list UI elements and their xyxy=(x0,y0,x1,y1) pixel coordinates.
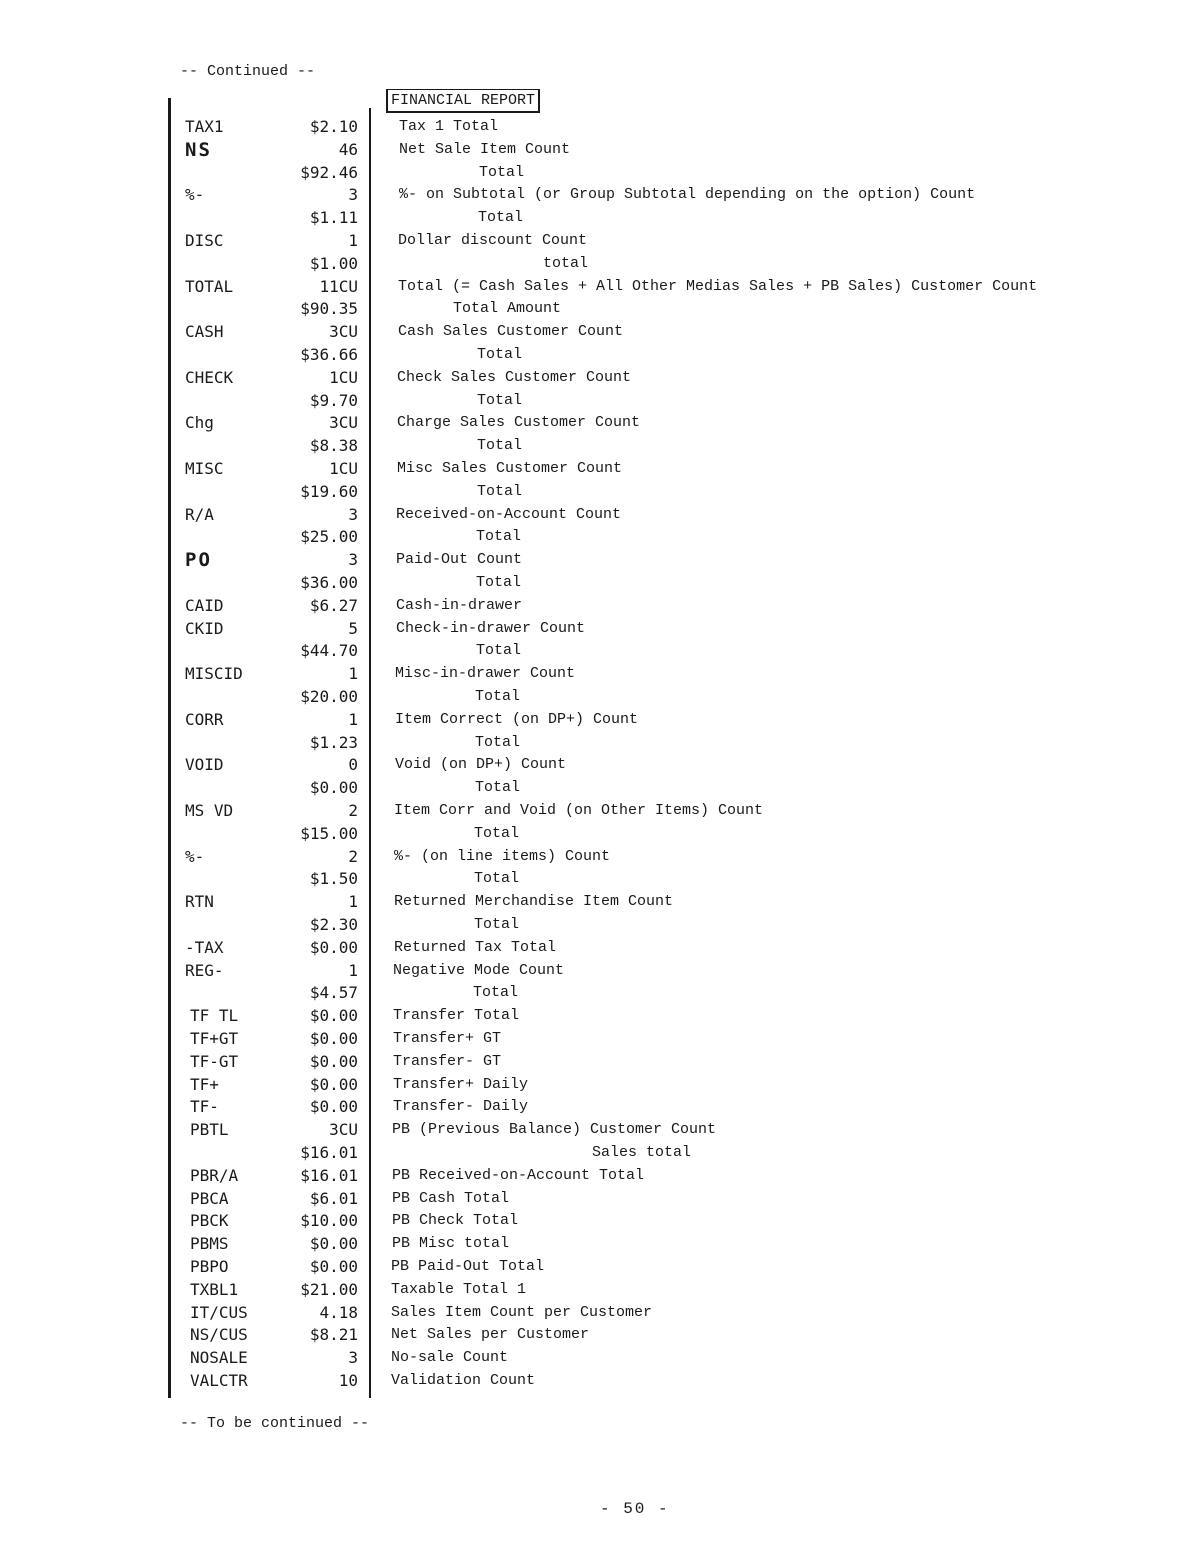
row-code: TF+GT xyxy=(190,1029,239,1048)
table-row xyxy=(0,868,1202,890)
table-row xyxy=(0,777,1202,799)
row-description: Total xyxy=(476,528,522,546)
table-row xyxy=(0,800,1202,822)
row-description: %- (on line items) Count xyxy=(394,847,611,865)
row-description: Received-on-Account Count xyxy=(396,505,622,523)
row-code: MISCID xyxy=(185,664,243,684)
table-row xyxy=(0,321,1202,343)
table-row xyxy=(0,435,1202,457)
row-value: 1 xyxy=(348,664,358,684)
row-description: Transfer- GT xyxy=(393,1052,502,1070)
table-row xyxy=(0,253,1202,275)
row-value: $6.01 xyxy=(309,1188,358,1208)
row-description: Total xyxy=(479,163,525,181)
table-row xyxy=(0,1096,1202,1118)
row-description: Total (= Cash Sales + All Other Medias Sales + PB Sales) Customer Count xyxy=(398,277,1038,295)
table-row xyxy=(0,891,1202,913)
row-description: Total xyxy=(477,391,523,409)
table-row xyxy=(0,686,1202,708)
row-code: PBPO xyxy=(190,1257,229,1276)
table-row xyxy=(0,914,1202,936)
row-value: 3 xyxy=(348,550,358,570)
row-code: TF+ xyxy=(190,1074,219,1094)
row-description: Taxable Total 1 xyxy=(391,1280,527,1298)
row-value: $10.00 xyxy=(300,1211,358,1231)
row-description: Total xyxy=(475,779,521,797)
row-value: 2 xyxy=(348,801,358,820)
table-row xyxy=(0,162,1202,184)
row-value: 1 xyxy=(348,231,358,250)
table-row xyxy=(0,276,1202,298)
row-value: $36.00 xyxy=(300,573,358,592)
table-row xyxy=(0,1347,1202,1369)
row-code: VALCTR xyxy=(190,1371,248,1390)
row-description: Item Correct (on DP+) Count xyxy=(395,710,639,728)
row-description: Total Amount xyxy=(453,300,562,318)
row-code: R/A xyxy=(185,504,214,524)
row-description: PB Cash Total xyxy=(392,1189,510,1207)
table-row xyxy=(0,960,1202,982)
row-description: Cash Sales Customer Count xyxy=(398,323,624,341)
table-row xyxy=(0,207,1202,229)
row-value: $16.01 xyxy=(300,1143,358,1162)
row-description: Total xyxy=(477,346,523,363)
table-row xyxy=(0,481,1202,503)
row-description: Transfer+ GT xyxy=(393,1030,502,1047)
row-code: CKID xyxy=(185,618,224,638)
row-description: Sales Item Count per Customer xyxy=(391,1303,653,1321)
table-row xyxy=(0,1165,1202,1187)
row-value: $1.23 xyxy=(309,732,358,752)
row-code: CORR xyxy=(185,709,224,729)
row-description: Total xyxy=(476,642,522,660)
row-code: NOSALE xyxy=(190,1348,248,1368)
row-description: %- on Subtotal (or Group Subtotal depending on the option) Count xyxy=(399,186,976,204)
row-value: 0 xyxy=(348,755,358,775)
row-description: Returned Tax Total xyxy=(394,938,557,956)
row-value: 4.18 xyxy=(319,1302,358,1322)
row-description: Total xyxy=(475,688,521,705)
table-row xyxy=(0,184,1202,206)
row-description: Check-in-drawer Count xyxy=(396,619,586,637)
row-description: Total xyxy=(473,984,519,1002)
table-row xyxy=(0,1028,1202,1050)
row-description: Item Corr and Void (on Other Items) Count xyxy=(394,802,764,819)
row-code: PO xyxy=(185,549,212,572)
table-row xyxy=(0,390,1202,412)
row-description: Total xyxy=(477,437,523,455)
row-value: $0.00 xyxy=(309,1074,358,1094)
row-code: TF- xyxy=(190,1097,219,1117)
row-value: 1 xyxy=(348,709,358,729)
row-code: %- xyxy=(185,846,205,866)
row-description: Cash-in-drawer xyxy=(396,596,523,614)
row-code: -TAX xyxy=(185,937,224,957)
row-value: $44.70 xyxy=(300,641,358,661)
row-value: 3CU xyxy=(329,1120,358,1140)
row-code: %- xyxy=(185,185,205,205)
row-value: 2 xyxy=(348,846,358,866)
row-code: NS/CUS xyxy=(190,1325,248,1345)
row-value: 1CU xyxy=(329,367,358,387)
page-number: - 50 - xyxy=(600,1500,670,1518)
row-value: 3CU xyxy=(329,413,358,433)
table-row xyxy=(0,618,1202,640)
row-value: $0.00 xyxy=(309,1257,358,1276)
continued-header: -- Continued -- xyxy=(180,63,316,80)
table-row xyxy=(0,549,1202,571)
row-value: $8.38 xyxy=(309,436,358,456)
row-value: 3 xyxy=(348,1348,358,1368)
row-value: $90.35 xyxy=(300,299,358,319)
row-value: $15.00 xyxy=(300,823,358,843)
table-row xyxy=(0,595,1202,617)
row-description: Total xyxy=(474,824,520,842)
row-code: PBCK xyxy=(190,1211,229,1231)
row-value: $0.00 xyxy=(309,1006,358,1026)
table-row xyxy=(0,1142,1202,1164)
row-description: Total xyxy=(475,733,521,751)
row-code: NS xyxy=(185,138,212,161)
table-row xyxy=(0,1210,1202,1232)
table-row xyxy=(0,367,1202,389)
row-description: Total xyxy=(474,870,520,888)
row-code: PBR/A xyxy=(190,1165,239,1185)
row-description: Transfer+ Daily xyxy=(393,1075,529,1093)
row-value: $16.01 xyxy=(300,1165,358,1185)
row-value: $0.00 xyxy=(309,778,358,798)
row-code: TF TL xyxy=(190,1006,239,1026)
row-value: 11CU xyxy=(319,276,358,296)
table-row xyxy=(0,1302,1202,1324)
row-description: Net Sales per Customer xyxy=(391,1326,590,1344)
row-description: Total xyxy=(478,209,524,227)
row-value: $1.00 xyxy=(309,253,358,273)
table-row xyxy=(0,1005,1202,1027)
row-value: $6.27 xyxy=(309,595,358,615)
row-value: $2.10 xyxy=(309,117,358,136)
row-value: 3 xyxy=(348,185,358,205)
row-code: TAX1 xyxy=(185,117,224,136)
row-description: Validation Count xyxy=(391,1372,536,1389)
row-code: CHECK xyxy=(185,367,234,387)
row-value: $8.21 xyxy=(309,1325,358,1345)
row-value: $4.57 xyxy=(309,983,358,1003)
row-code: Chg xyxy=(185,413,214,433)
table-row xyxy=(0,663,1202,685)
row-value: $36.66 xyxy=(300,345,358,364)
row-value: 46 xyxy=(338,139,358,159)
row-code: MS VD xyxy=(185,801,234,820)
row-description: Void (on DP+) Count xyxy=(395,756,567,774)
row-code: DISC xyxy=(185,231,224,250)
row-code: RTN xyxy=(185,892,214,912)
row-description: Net Sale Item Count xyxy=(399,140,571,158)
table-row xyxy=(0,230,1202,252)
table-row xyxy=(0,754,1202,776)
row-value: 5 xyxy=(348,618,358,638)
row-description: PB Paid-Out Total xyxy=(391,1258,545,1275)
table-row xyxy=(0,1051,1202,1073)
row-description: Check Sales Customer Count xyxy=(397,368,632,386)
table-row xyxy=(0,1279,1202,1301)
row-code: VOID xyxy=(185,755,224,775)
table-row xyxy=(0,504,1202,526)
row-value: $0.00 xyxy=(309,1051,358,1071)
table-row xyxy=(0,1188,1202,1210)
row-description: total xyxy=(543,254,589,272)
row-value: $19.60 xyxy=(300,481,358,501)
table-row xyxy=(0,937,1202,959)
row-value: $25.00 xyxy=(300,527,358,547)
row-description: Sales total xyxy=(592,1144,692,1161)
table-row xyxy=(0,1256,1202,1278)
row-description: Transfer- Daily xyxy=(393,1098,529,1116)
table-row xyxy=(0,982,1202,1004)
row-value: $0.00 xyxy=(309,1029,358,1048)
row-description: No-sale Count xyxy=(391,1349,509,1367)
table-row xyxy=(0,732,1202,754)
row-value: 1 xyxy=(348,892,358,912)
row-value: 3CU xyxy=(329,322,358,342)
table-row xyxy=(0,640,1202,662)
row-description: Total xyxy=(477,482,523,500)
row-value: $21.00 xyxy=(300,1279,358,1299)
row-code: PBTL xyxy=(190,1120,229,1140)
row-value: 1 xyxy=(348,960,358,980)
row-description: Misc Sales Customer Count xyxy=(397,460,623,477)
row-value: $0.00 xyxy=(309,1097,358,1117)
row-code: TOTAL xyxy=(185,276,234,296)
table-row xyxy=(0,1233,1202,1255)
row-description: Total xyxy=(474,916,520,933)
row-value: $2.30 xyxy=(309,915,358,934)
row-description: Negative Mode Count xyxy=(393,961,565,979)
row-description: Misc-in-drawer Count xyxy=(395,665,576,683)
row-code: TXBL1 xyxy=(190,1279,239,1299)
row-value: 1CU xyxy=(329,459,358,478)
row-description: Total xyxy=(476,574,522,591)
table-row xyxy=(0,1324,1202,1346)
row-value: 10 xyxy=(338,1371,358,1390)
row-description: Charge Sales Customer Count xyxy=(397,414,641,432)
row-value: $9.70 xyxy=(309,390,358,410)
row-code: PBMS xyxy=(190,1234,229,1254)
row-code: CASH xyxy=(185,322,224,342)
row-description: PB (Previous Balance) Customer Count xyxy=(392,1121,717,1139)
row-description: PB Misc total xyxy=(392,1235,510,1253)
row-value: $92.46 xyxy=(300,162,358,182)
row-code: PBCA xyxy=(190,1188,229,1208)
table-row xyxy=(0,526,1202,548)
row-description: Dollar discount Count xyxy=(398,232,588,249)
table-row xyxy=(0,458,1202,480)
table-row xyxy=(0,344,1202,366)
report-title: FINANCIAL REPORT xyxy=(386,89,540,113)
row-description: Paid-Out Count xyxy=(396,551,523,569)
table-row xyxy=(0,298,1202,320)
row-value: $0.00 xyxy=(309,937,358,957)
row-value: 3 xyxy=(348,504,358,524)
row-code: IT/CUS xyxy=(190,1302,248,1322)
row-code: TF-GT xyxy=(190,1051,239,1071)
row-value: $20.00 xyxy=(300,687,358,706)
table-row xyxy=(0,116,1202,138)
row-value: $0.00 xyxy=(309,1234,358,1254)
table-row xyxy=(0,412,1202,434)
row-description: Returned Merchandise Item Count xyxy=(394,893,674,911)
table-row xyxy=(0,846,1202,868)
row-description: Transfer Total xyxy=(393,1007,520,1025)
table-row xyxy=(0,572,1202,594)
table-row xyxy=(0,139,1202,161)
row-value: $1.50 xyxy=(309,869,358,889)
table-row xyxy=(0,1370,1202,1392)
row-code: REG- xyxy=(185,960,224,980)
row-code: MISC xyxy=(185,459,224,478)
row-value: $1.11 xyxy=(309,208,358,228)
row-description: PB Check Total xyxy=(392,1212,519,1230)
table-row xyxy=(0,823,1202,845)
continued-footer: -- To be continued -- xyxy=(180,1415,370,1432)
row-description: Tax 1 Total xyxy=(399,118,499,135)
table-row xyxy=(0,1074,1202,1096)
row-code: CAID xyxy=(185,595,224,615)
row-description: PB Received-on-Account Total xyxy=(392,1166,645,1184)
table-row xyxy=(0,1119,1202,1141)
table-row xyxy=(0,709,1202,731)
